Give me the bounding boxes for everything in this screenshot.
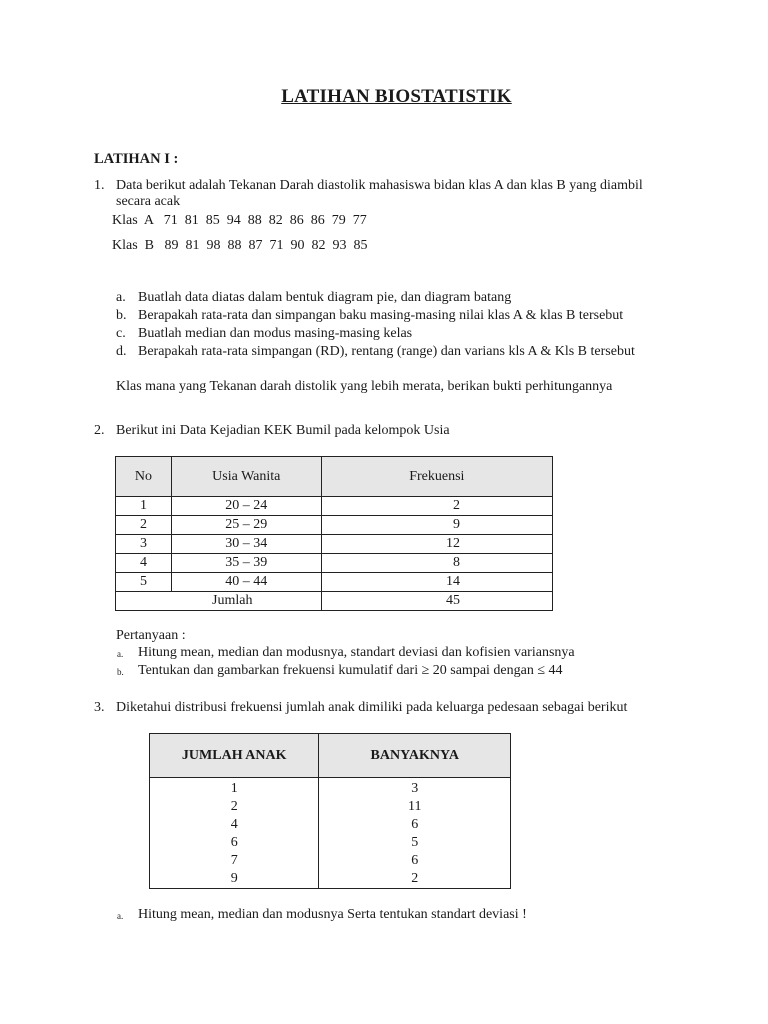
q2-item-b-marker: b. <box>117 667 124 677</box>
anak-cell-jumlah: 1 <box>150 778 319 799</box>
q2-item-a-marker: a. <box>117 649 124 659</box>
q3-number: 3. <box>94 700 105 715</box>
kek-cell-no: 2 <box>116 516 172 535</box>
anak-cell-jumlah: 2 <box>150 798 319 816</box>
q1-item-b-text: Berapakah rata-rata dan simpangan baku masing-masing nilai klas A & klas B tersebut <box>138 308 624 323</box>
q1-closing: Klas mana yang Tekanan darah distolik yang lebih merata, berikan bukti perhitungannya <box>116 379 613 394</box>
table-row <box>150 870 511 889</box>
kek-cell-frekuensi: 9 <box>321 516 552 535</box>
anak-cell-jumlah: 7 <box>150 852 319 870</box>
q1-item-c-marker: c. <box>116 326 126 341</box>
anak-cell-jumlah: 4 <box>150 816 319 834</box>
q1-text-line2: secara acak <box>116 194 181 209</box>
kek-cell-no: 3 <box>116 535 172 554</box>
kek-cell-usia: 20 – 24 <box>171 497 321 516</box>
anak-cell-banyaknya: 2 <box>319 870 511 889</box>
anak-cell-banyaknya: 6 <box>319 852 511 870</box>
anak-cell-banyaknya: 6 <box>319 816 511 834</box>
table-row <box>150 778 511 799</box>
kek-cell-frekuensi: 8 <box>321 554 552 573</box>
q2-questions-label: Pertanyaan : <box>116 628 186 643</box>
kek-cell-frekuensi: 12 <box>321 535 552 554</box>
q2-item-b-text: Tentukan dan gambarkan frekuensi kumulatif dari ≥ 20 sampai dengan ≤ 44 <box>138 663 563 678</box>
kek-table <box>115 456 553 611</box>
q1-klas-b: Klas B 89 81 98 88 87 71 90 82 93 85 <box>112 238 368 253</box>
kek-cell-usia: 30 – 34 <box>171 535 321 554</box>
kek-header-frekuensi: Frekuensi <box>321 457 552 497</box>
table-row <box>116 516 553 535</box>
kek-cell-frekuensi: 14 <box>321 573 552 592</box>
kek-cell-no: 1 <box>116 497 172 516</box>
q2-item-a-text: Hitung mean, median dan modusnya, standart deviasi dan kofisien variansnya <box>138 645 575 660</box>
table-row <box>150 834 511 852</box>
table-row <box>116 497 553 516</box>
anak-cell-banyaknya: 3 <box>319 778 511 799</box>
q1-item-a-marker: a. <box>116 290 126 305</box>
anak-cell-banyaknya: 11 <box>319 798 511 816</box>
kek-cell-usia: 35 – 39 <box>171 554 321 573</box>
q1-item-d-text: Berapakah rata-rata simpangan (RD), rentang (range) dan varians kls A & Kls B tersebut <box>138 344 635 359</box>
anak-cell-jumlah: 9 <box>150 870 319 889</box>
q1-item-d-marker: d. <box>116 344 127 359</box>
kek-cell-no: 4 <box>116 554 172 573</box>
q1-klas-a: Klas A 71 81 85 94 88 82 86 86 79 77 <box>112 213 367 228</box>
table-row <box>150 798 511 816</box>
kek-total-value: 45 <box>321 592 552 611</box>
q1-text-line1: Data berikut adalah Tekanan Darah diastolik mahasiswa bidan klas A dan klas B yang diambil <box>116 178 643 193</box>
q1-number: 1. <box>94 178 105 193</box>
q1-item-c-text: Buatlah median dan modus masing-masing kelas <box>138 326 413 341</box>
q3-text: Diketahui distribusi frekuensi jumlah anak dimiliki pada keluarga pedesaan sebagai berikut <box>116 700 628 715</box>
table-row <box>116 573 553 592</box>
table-total-row <box>116 592 553 611</box>
q2-number: 2. <box>94 423 105 438</box>
table-row <box>116 535 553 554</box>
kek-cell-usia: 25 – 29 <box>171 516 321 535</box>
kek-total-label: Jumlah <box>116 592 322 611</box>
table-row <box>116 554 553 573</box>
table-row <box>150 816 511 834</box>
q2-text: Berikut ini Data Kejadian KEK Bumil pada kelompok Usia <box>116 423 450 438</box>
kek-cell-no: 5 <box>116 573 172 592</box>
anak-header-banyaknya: BANYAKNYA <box>319 734 511 778</box>
anak-cell-banyaknya: 5 <box>319 834 511 852</box>
kek-header-no: No <box>116 457 172 497</box>
q1-item-a-text: Buatlah data diatas dalam bentuk diagram pie, dan diagram batang <box>138 290 512 305</box>
kek-cell-usia: 40 – 44 <box>171 573 321 592</box>
q3-item-a-text: Hitung mean, median dan modusnya Serta tentukan standart deviasi ! <box>138 907 527 922</box>
table-row <box>150 852 511 870</box>
section-heading: LATIHAN I : <box>94 151 179 167</box>
document-title: LATIHAN BIOSTATISTIK <box>281 86 512 107</box>
anak-cell-jumlah: 6 <box>150 834 319 852</box>
anak-table <box>149 733 511 889</box>
q1-item-b-marker: b. <box>116 308 127 323</box>
kek-cell-frekuensi: 2 <box>321 497 552 516</box>
q3-item-a-marker: a. <box>117 911 124 921</box>
kek-header-usia: Usia Wanita <box>171 457 321 497</box>
anak-header-jumlah: JUMLAH ANAK <box>150 734 319 778</box>
